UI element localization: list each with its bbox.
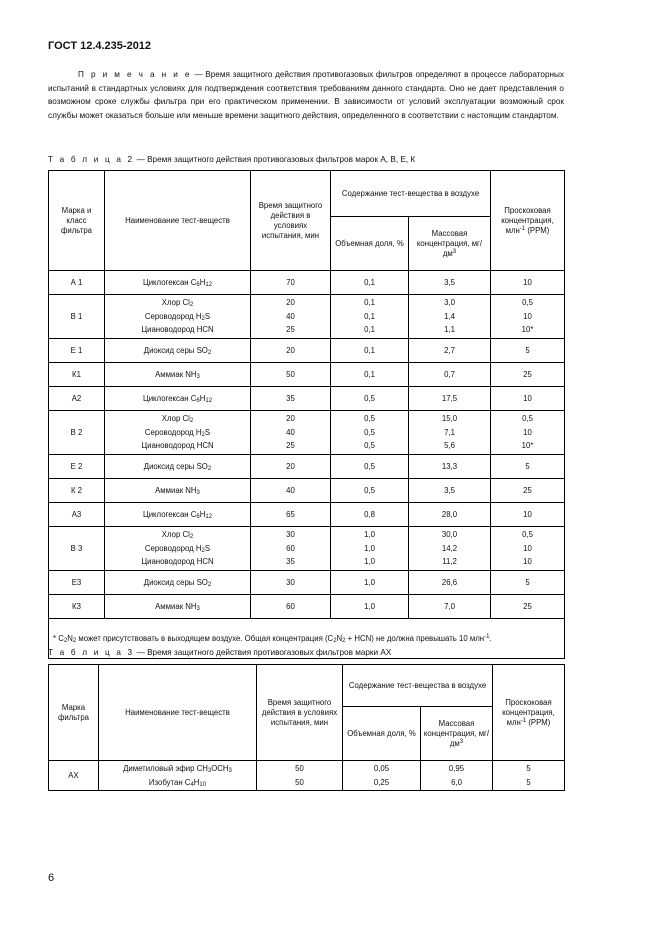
vol-value: 0,1 [364, 277, 375, 287]
vol-value: 0,5 [364, 427, 375, 437]
vol-value: 1,0 [364, 577, 375, 587]
masse-value: 1,1 [444, 325, 455, 335]
table-row [49, 295, 565, 339]
header-conc-unit: (PPM) [527, 225, 550, 235]
header-time: Время защитного действия в условиях испытания, мин [257, 665, 343, 761]
vol-value: 1,0 [364, 557, 375, 567]
vol-cell [343, 761, 421, 791]
masse-value: 0,95 [448, 764, 465, 773]
name-cell [105, 363, 251, 387]
masse-value: 13,3 [441, 461, 458, 471]
header-conc-text: Проскоковая концентрация, млн [502, 697, 555, 727]
conc-value: 10 [523, 311, 532, 321]
masse-cell [409, 479, 491, 503]
note-label: П р и м е ч а н и е [78, 70, 192, 79]
masse-value: 5,6 [444, 441, 455, 451]
name-cell [105, 295, 251, 339]
name-value: Диметиловый эфир $CH_3OCH_3$ [123, 764, 232, 774]
masse-cell [421, 761, 493, 791]
vol-cell [331, 503, 409, 527]
conc-cell [491, 411, 565, 455]
vol-value: 0,1 [364, 298, 375, 308]
conc-value: 10 [523, 393, 532, 403]
header-mass-sup: 3 [452, 248, 457, 255]
name-cell [99, 761, 257, 791]
name-cell [105, 571, 251, 595]
mark-cell: Е3 [49, 571, 105, 595]
conc-value: 5 [526, 777, 531, 787]
name-value: Аммиак $NH_3$ [155, 369, 200, 380]
time-value: 35 [286, 393, 295, 403]
conc-value: 10* [521, 325, 534, 335]
table3-caption [48, 648, 391, 657]
vol-cell [331, 411, 409, 455]
conc-value: 10 [523, 277, 532, 287]
table-row [49, 455, 565, 479]
vol-value: 0,05 [373, 764, 390, 773]
name-cell [105, 479, 251, 503]
time-value: 35 [286, 557, 295, 567]
masse-cell [409, 411, 491, 455]
masse-cell [409, 595, 491, 619]
conc-value: 0,5 [522, 298, 533, 308]
masse-cell [409, 571, 491, 595]
name-value: Циановодород HCN [141, 441, 214, 451]
masse-value: 1,4 [444, 311, 455, 321]
masse-value: 3,0 [444, 298, 455, 308]
header-mass [421, 707, 493, 761]
name-value: Хлор $Cl_2$ [161, 530, 194, 541]
name-value: Циклогексан $C_6H_{12}$ [142, 393, 213, 404]
header-content: Содержание тест-вещества в воздухе [343, 665, 493, 707]
time-value: 65 [286, 509, 295, 519]
mark-cell: К1 [49, 363, 105, 387]
header-time: Время защитного действия в условиях испытания, мин [251, 171, 331, 271]
vol-value: 0,1 [364, 311, 375, 321]
conc-cell [491, 571, 565, 595]
name-value: Сероводород $H_2S$ [144, 427, 211, 438]
time-cell [251, 455, 331, 479]
header-conc-sup: -1 [519, 225, 526, 232]
time-value: 30 [286, 577, 295, 587]
header-mass-sup: 3 [459, 738, 464, 745]
time-value: 50 [295, 764, 304, 773]
masse-cell [409, 271, 491, 295]
time-cell [251, 363, 331, 387]
masse-cell [409, 339, 491, 363]
note-text: — Время защитного действия противогазовых фильтров определяют в процессе лабораторных испытаний в стандартных условиях для подтверждения соответствия требованиям данного стандарта. Оно не дает представления о возможном сроке службы фильтра при его практическом применении. В зависимости от условий эксплуатации возможный срок службы может оказаться больше или меньше времени защитного действия, определенного в соответствии с настоящим стандартом. [48, 70, 564, 120]
time-value: 25 [286, 441, 295, 451]
vol-value: 0,5 [364, 441, 375, 451]
table-row [49, 339, 565, 363]
mark-cell: А2 [49, 387, 105, 411]
masse-value: 7,0 [444, 601, 455, 611]
table2-caption [48, 155, 415, 164]
vol-cell [331, 479, 409, 503]
table-3 [48, 664, 565, 791]
masse-value: 14,2 [441, 543, 458, 553]
name-cell [105, 387, 251, 411]
name-value: Циклогексан $C_6H_{12}$ [142, 277, 213, 288]
name-value: Хлор $Cl_2$ [161, 298, 194, 309]
conc-value: 10* [521, 441, 534, 451]
name-value: Диоксид серы $SO_2$ [143, 461, 212, 472]
table-row [49, 387, 565, 411]
masse-cell [409, 455, 491, 479]
time-value: 20 [286, 414, 295, 424]
conc-cell [491, 595, 565, 619]
time-cell [251, 411, 331, 455]
time-value: 40 [286, 311, 295, 321]
time-value: 50 [286, 369, 295, 379]
name-value: Циановодород HCN [141, 325, 214, 335]
table2-caption-text: — Время защитного действия противогазовых фильтров марок А, В, Е, К [134, 155, 416, 164]
header-conc-sup: -1 [520, 717, 527, 724]
mark-cell: К3 [49, 595, 105, 619]
vol-value: 0,1 [364, 325, 375, 335]
conc-cell [491, 271, 565, 295]
masse-value: 11,2 [442, 557, 457, 567]
header-name: Наименование тест-веществ [99, 665, 257, 761]
conc-cell [491, 339, 565, 363]
header-mark: Марка и класс фильтра [49, 171, 105, 271]
conc-value: 5 [526, 764, 531, 773]
mark-cell: В 3 [49, 527, 105, 571]
mark-cell: К 2 [49, 479, 105, 503]
vol-cell [331, 455, 409, 479]
masse-cell [409, 363, 491, 387]
name-value: Сероводород $H_2S$ [144, 543, 211, 554]
table-row [49, 363, 565, 387]
time-value: 50 [295, 777, 304, 787]
name-value: Диоксид серы $SO_2$ [143, 577, 212, 588]
masse-cell [409, 503, 491, 527]
masse-value: 26,6 [441, 577, 458, 587]
table-row [49, 761, 565, 791]
masse-cell [409, 527, 491, 571]
vol-cell [331, 339, 409, 363]
conc-value: 10 [523, 543, 532, 553]
note-paragraph [48, 68, 564, 122]
header-name: Наименование тест-веществ [105, 171, 251, 271]
header-content: Содержание тест-вещества в воздухе [331, 171, 491, 217]
vol-value: 0,5 [364, 485, 375, 495]
conc-cell [491, 387, 565, 411]
time-cell [251, 295, 331, 339]
vol-cell [331, 363, 409, 387]
masse-value: 15,0 [441, 414, 458, 424]
masse-cell [409, 295, 491, 339]
masse-value: 3,5 [444, 277, 455, 287]
name-cell [105, 527, 251, 571]
vol-cell [331, 295, 409, 339]
header-conc [493, 665, 565, 761]
time-value: 40 [286, 427, 295, 437]
vol-cell [331, 571, 409, 595]
time-value: 40 [286, 485, 295, 495]
time-value: 20 [286, 345, 295, 355]
vol-value: 0,1 [364, 369, 375, 379]
name-cell [105, 271, 251, 295]
table-2 [48, 170, 565, 659]
name-value: Хлор $Cl_2$ [161, 414, 194, 425]
vol-cell [331, 595, 409, 619]
vol-value: 0,1 [364, 345, 375, 355]
mark-cell: В 1 [49, 295, 105, 339]
time-value: 60 [286, 543, 295, 553]
masse-value: 17,5 [441, 393, 458, 403]
conc-cell [491, 479, 565, 503]
name-value: Сероводород $H_2S$ [144, 311, 211, 322]
page-number: 6 [48, 872, 55, 884]
masse-value: 28,0 [441, 509, 458, 519]
conc-value: 0,5 [522, 530, 533, 540]
name-cell [105, 595, 251, 619]
name-value: Циклогексан $C_6H_{12}$ [142, 509, 213, 520]
name-value: Циановодород HCN [141, 557, 214, 567]
mark-cell: Е 1 [49, 339, 105, 363]
header-mark: Марка фильтра [49, 665, 99, 761]
mark-cell: АХ [49, 761, 99, 791]
header-mass-text: Массовая концентрация, мг/дм [423, 718, 490, 748]
masse-value: 2,7 [444, 345, 455, 355]
masse-cell [409, 387, 491, 411]
conc-value: 10 [523, 557, 532, 567]
conc-value: 5 [525, 461, 530, 471]
header-vol: Объемная доля, % [343, 707, 421, 761]
vol-value: 0,5 [364, 414, 375, 424]
time-value: 25 [286, 325, 295, 335]
table2-caption-label: Т а б л и ц а 2 [48, 155, 135, 164]
time-value: 70 [286, 277, 295, 287]
table-row [49, 527, 565, 571]
conc-cell [491, 503, 565, 527]
conc-value: 0,5 [522, 414, 533, 424]
time-value: 30 [286, 530, 295, 540]
mark-cell: А 1 [49, 271, 105, 295]
time-cell [251, 479, 331, 503]
table-row [49, 479, 565, 503]
table2-footnote: * $C_2N_2$ может присутствовать в выходящем воздухе. Общая концентрация $(C_2N_2 + HCN)$ не должна превышать 10 млн$^{-1}$. [49, 619, 565, 659]
table-row [49, 595, 565, 619]
mark-cell: В 2 [49, 411, 105, 455]
name-value: Аммиак $NH_3$ [155, 601, 200, 612]
header-conc-unit: (PPM) [528, 717, 551, 727]
vol-value: 1,0 [364, 601, 375, 611]
conc-value: 25 [523, 485, 532, 495]
conc-value: 25 [523, 601, 532, 611]
vol-value: 0,25 [373, 777, 390, 787]
vol-cell [331, 527, 409, 571]
conc-value: 10 [523, 509, 532, 519]
masse-value: 0,7 [444, 369, 455, 379]
vol-value: 0,8 [364, 509, 375, 519]
time-cell [251, 571, 331, 595]
header-conc-text: Проскоковая концентрация, млн [501, 205, 554, 235]
header-mass-text: Массовая концентрация, мг/дм [416, 228, 483, 258]
name-cell [105, 455, 251, 479]
time-cell [251, 339, 331, 363]
time-value: 20 [286, 461, 295, 471]
conc-value: 5 [525, 345, 530, 355]
conc-cell [493, 761, 565, 791]
conc-cell [491, 363, 565, 387]
time-cell [251, 595, 331, 619]
name-cell [105, 503, 251, 527]
masse-value: 30,0 [441, 530, 458, 540]
table-row [49, 503, 565, 527]
mark-cell: Е 2 [49, 455, 105, 479]
time-cell [257, 761, 343, 791]
vol-value: 0,5 [364, 461, 375, 471]
name-value: Аммиак $NH_3$ [155, 485, 200, 496]
masse-value: 7,1 [444, 427, 455, 437]
conc-value: 10 [523, 427, 532, 437]
table-row [49, 271, 565, 295]
document-header: ГОСТ 12.4.235-2012 [48, 40, 152, 52]
conc-cell [491, 527, 565, 571]
vol-value: 0,5 [364, 393, 375, 403]
conc-cell [491, 295, 565, 339]
table3-caption-text: — Время защитного действия противогазовых фильтров марки АХ [134, 648, 392, 657]
mark-cell: А3 [49, 503, 105, 527]
time-cell [251, 503, 331, 527]
table-row [49, 571, 565, 595]
name-value: Диоксид серы $SO_2$ [143, 345, 212, 356]
masse-value: 6,0 [451, 777, 462, 787]
vol-value: 1,0 [364, 543, 375, 553]
name-cell [105, 339, 251, 363]
time-value: 20 [286, 298, 295, 308]
vol-cell [331, 271, 409, 295]
table3-caption-label: Т а б л и ц а 3 [48, 648, 135, 657]
time-value: 60 [286, 601, 295, 611]
conc-cell [491, 455, 565, 479]
conc-value: 25 [523, 369, 532, 379]
header-mass [409, 217, 491, 271]
header-conc [491, 171, 565, 271]
header-vol: Объемная доля, % [331, 217, 409, 271]
vol-cell [331, 387, 409, 411]
masse-value: 3,5 [444, 485, 455, 495]
vol-value: 1,0 [364, 530, 375, 540]
time-cell [251, 527, 331, 571]
table-row [49, 411, 565, 455]
name-cell [105, 411, 251, 455]
time-cell [251, 271, 331, 295]
time-cell [251, 387, 331, 411]
name-value: Изобутан $C_4H_{10}$ [148, 777, 207, 788]
conc-value: 5 [525, 577, 530, 587]
